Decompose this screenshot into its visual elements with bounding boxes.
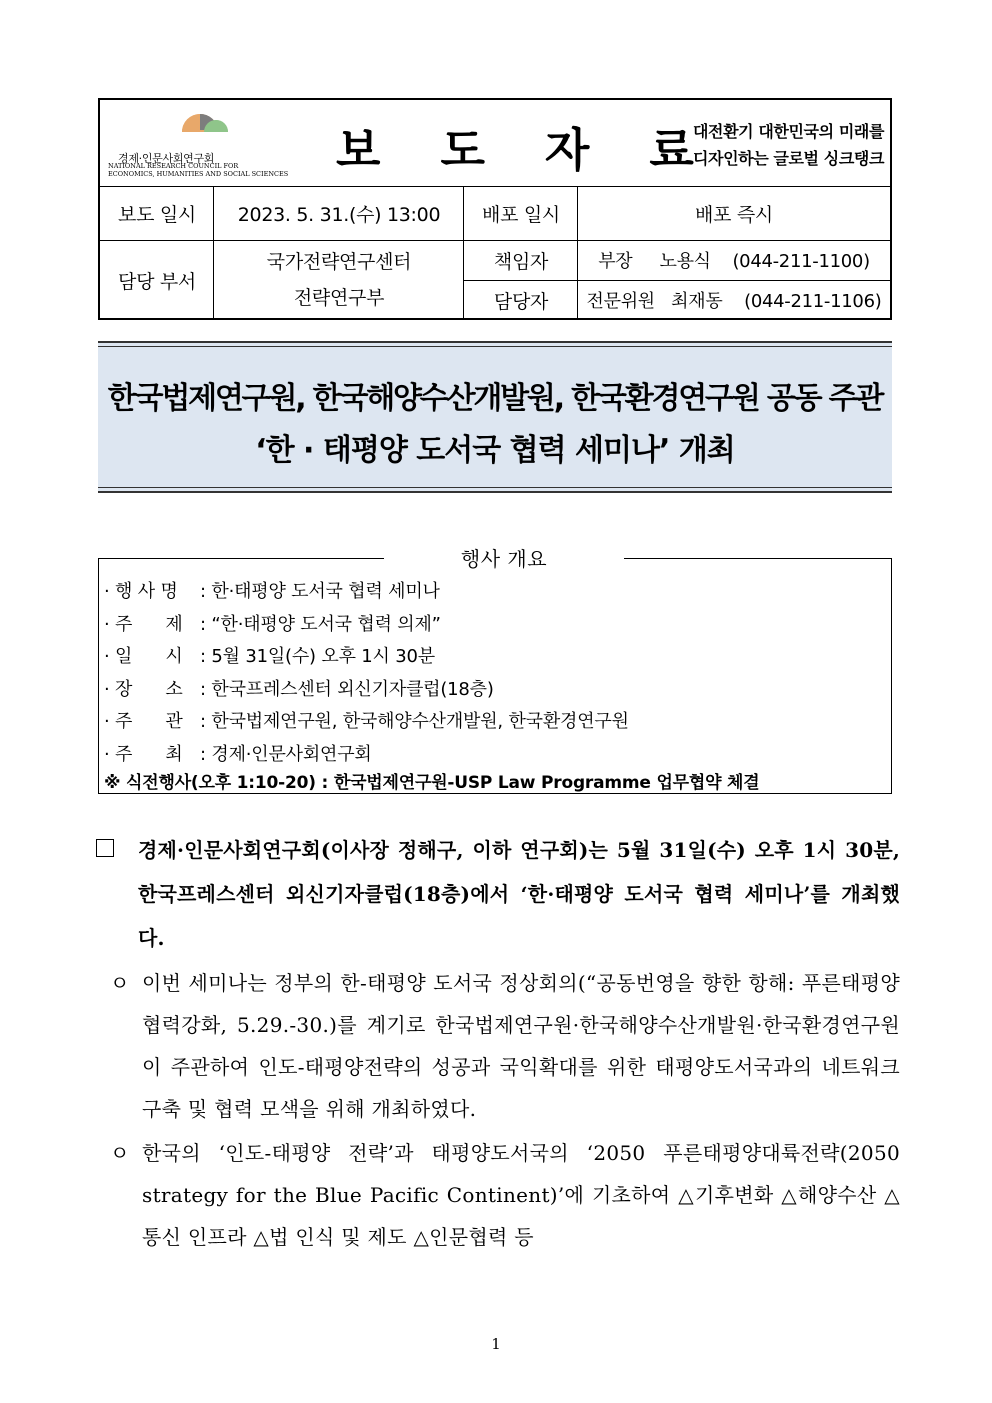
overview-key: · 주 최 <box>104 743 183 765</box>
page-number: 1 <box>491 1335 501 1353</box>
table-divider <box>100 240 890 241</box>
staff-contact: 전문위원 최재동 (044-211-1106) <box>586 291 882 312</box>
overview-item-name <box>104 574 884 607</box>
overview-key: · 장 소 <box>104 678 183 700</box>
sub-paragraph <box>96 1132 900 1258</box>
table-divider <box>464 280 890 281</box>
distribution-label: 배포 일시 <box>482 203 560 226</box>
logo-english-text <box>108 163 288 178</box>
checkbox-bullet-icon <box>96 839 114 857</box>
sub-paragraph-text: 이번 세미나는 정부의 한-태평양 도서국 정상회의(“공동번영을 향한 항해: 푸른태평양 협력강화, 5.29.-30.)를 계기로 한국법제연구원·한국해양수산개발원·한국환경연구원이 주관하여 인도-태평양전략의 성공과 국익확대를 위한 태평양도서국과의 네트워크 구축 및 협력 모색을 위해 개최하였다. <box>142 971 900 1121</box>
department-division: 전략연구부 <box>293 287 385 309</box>
press-release-title: 보 도 자 료 <box>336 123 716 177</box>
department-center: 국가전략연구센터 <box>266 251 412 273</box>
overview-value: : “한·태평양 도서국 협력 의제” <box>200 613 441 635</box>
table-divider <box>463 186 464 320</box>
overview-value: : 한국프레스센터 외신기자클럽(18층) <box>200 678 494 700</box>
overview-key: · 행 사 명 <box>104 581 178 603</box>
table-divider <box>213 186 214 320</box>
banner-rule <box>98 346 892 347</box>
overview-item-datetime <box>104 639 884 672</box>
circle-bullet-icon: ㅇ <box>110 971 130 995</box>
responsible-label: 책임자 <box>493 250 549 273</box>
table-divider <box>577 186 578 320</box>
event-overview-title: 행사 개요 <box>384 543 624 571</box>
overview-key: · 주 관 <box>104 711 183 733</box>
banner-rule <box>98 487 892 488</box>
sub-paragraph-text: 한국의 ‘인도-태평양 전략’과 태평양도서국의 ‘2050 푸른태평양대륙전략(2050 strategy for the Blue Pacific Continent)’에 기초하여 △기후변화 △해양수산 △통신 인프라 △법 인식 및 제도 △인문협력 등 <box>142 1141 900 1249</box>
responsible-contact: 부장 노용식 (044-211-1100) <box>598 251 870 272</box>
lead-paragraph-text: 경제·인문사회연구회(이사장 정해구, 이하 연구회)는 5월 31일(수) 오후 1시 30분, 한국프레스센터 외신기자클럽(18층)에서 ‘한·태평양 도서국 협력 세미나’를 개최했다. <box>138 838 900 950</box>
logo-english-line-1: NATIONAL RESEARCH COUNCIL FOR <box>108 162 239 170</box>
overview-value: : 5월 31일(수) 오후 1시 30분 <box>200 646 435 668</box>
event-overview-list <box>104 574 884 769</box>
overview-item-venue <box>104 672 884 705</box>
overview-value: : 경제·인문사회연구회 <box>200 743 372 765</box>
header-table <box>98 98 892 320</box>
headline-banner <box>98 341 892 493</box>
header-title-row <box>100 100 890 187</box>
staff-label: 담당자 <box>493 290 549 313</box>
overview-key: · 주 제 <box>104 613 183 635</box>
headline-line-1: 한국법제연구원, 한국해양수산개발원, 한국환경연구원 공동 주관 <box>107 381 883 416</box>
department-label: 담당 부서 <box>118 270 196 293</box>
circle-bullet-icon: ㅇ <box>110 1141 130 1165</box>
slogan-line-2: 디자인하는 글로벌 싱크탱크 <box>692 149 884 168</box>
slogan <box>672 118 884 172</box>
logo-korean-text: 경제·인문사회연구회 <box>118 152 215 165</box>
lead-paragraph <box>96 828 900 960</box>
sub-paragraph <box>96 962 900 1130</box>
overview-note: ※ 식전행사(오후 1:10-20) : 한국법제연구원-USP Law Programme 업무협약 체결 <box>104 773 760 793</box>
report-date-value: 2023. 5. 31.(수) 13:00 <box>237 203 441 226</box>
headline-line-2: ‘한 · 태평양 도서국 협력 세미나’ 개최 <box>255 433 735 468</box>
overview-item-host <box>104 737 884 770</box>
distribution-value: 배포 즉시 <box>695 203 773 226</box>
overview-value: : 한국법제연구원, 한국해양수산개발원, 한국환경연구원 <box>200 711 629 733</box>
article-body <box>96 828 900 1258</box>
report-date-label: 보도 일시 <box>118 203 196 226</box>
department-value <box>214 240 464 320</box>
overview-key: · 일 시 <box>104 646 183 668</box>
nrc-logo <box>108 106 308 182</box>
overview-value: : 한·태평양 도서국 협력 세미나 <box>200 581 440 603</box>
logo-english-line-2: ECONOMICS, HUMANITIES AND SOCIAL SCIENCES <box>108 169 289 178</box>
nrc-logo-icon <box>172 106 242 150</box>
overview-item-organizer <box>104 704 884 737</box>
slogan-line-1: 대전환기 대한민국의 미래를 <box>692 122 884 141</box>
overview-item-theme <box>104 607 884 640</box>
